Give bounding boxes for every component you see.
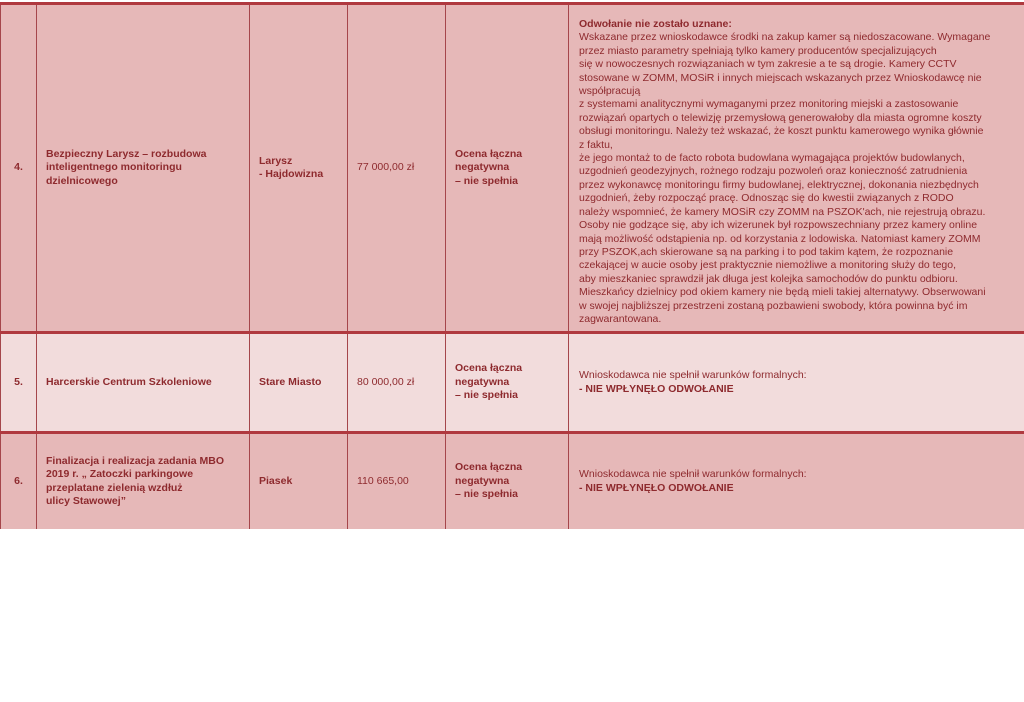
project-title-line: inteligentnego monitoringu: [46, 161, 182, 174]
district: [250, 434, 348, 529]
assessment: [446, 5, 569, 331]
project-title-line: 2019 r. „ Zatoczki parkingowe: [46, 468, 194, 481]
remarks-line: obsługi monitoringu. Należy też wskazać, że koszt punktu kamerowego wynika głównie: [579, 125, 984, 138]
remarks-line: mają możliwość odstąpienia np. od korzystania z lodowiska. Natomiast kamery ZOMM: [579, 232, 981, 245]
assessment-line: – nie spełnia: [455, 174, 519, 187]
district-line: Larysz: [259, 154, 293, 167]
row-number: 5.: [0, 334, 37, 431]
row-number: 6.: [0, 434, 37, 529]
remarks-line: się w nowoczesnych rozwiązaniach w tym zakresie a te są drogie. Kamery CCTV: [579, 58, 957, 71]
project-title: [37, 434, 250, 529]
remarks: [569, 5, 1024, 331]
amount: 110 665,00: [348, 434, 446, 529]
remarks-line: rozwiązań opartych o telewizję przemysłową generowałoby dla miasta ogromne koszty: [579, 111, 982, 124]
table-row: [0, 431, 1024, 529]
remarks-line: należy wspomnieć, że kamery MOSiR czy ZOMM na PSZOK'ach, nie rejestrują obrazu.: [579, 205, 986, 218]
project-title-line: Finalizacja i realizacja zadania MBO: [46, 454, 224, 467]
assessment-line: – nie spełnia: [455, 389, 519, 402]
remarks-line: zagwarantowana.: [579, 312, 662, 325]
remarks-line: Osoby nie godzące się, aby ich wizerunek był rozpowszechniany przez kamery online: [579, 219, 978, 232]
remarks-line: czekającej w aucie osoby jest praktycznie niemożliwe a monitoring służy do tego,: [579, 259, 957, 272]
remarks-line: uzgodnień, żeby rozpocząć pracę. Odnosząc się do kwestii związanych z RODO: [579, 192, 954, 205]
remarks-line: Wskazane przez wnioskodawce środki na zakup kamer są niedoszacowane. Wymagane: [579, 31, 991, 44]
district: [250, 5, 348, 331]
remarks-line: Wnioskodawca nie spełnił warunków formalnych:: [579, 468, 807, 481]
remarks-line: aby mieszkaniec sprawdził jak długa jest kolejka samochodów do punktu odbioru.: [579, 272, 958, 285]
remarks-line: stosowane w ZOMM, MOSiR i innych miejscach wskazanych przez Wnioskodawcę nie: [579, 71, 982, 84]
district-line: - Hajdowizna: [259, 168, 324, 180]
assessment-line: Ocena łączna: [455, 461, 523, 474]
assessment-line: Ocena łączna: [455, 362, 523, 375]
remarks-line: przez wykonawcę monitoringu firmy budowlanej, elektrycznej, dokonania niezbędnych: [579, 178, 979, 191]
table-row: [0, 331, 1024, 431]
remarks-line: Mieszkańcy dzielnicy pod okiem kamery nie będą mieli takiej alternatywy. Obserwowani: [579, 286, 986, 299]
remarks-line: że jego montaż to de facto robota budowlana wymagająca projektów budowlanych,: [579, 152, 965, 165]
remarks-heading: Odwołanie nie zostało uznane:: [579, 18, 732, 30]
assessment: [446, 334, 569, 431]
remarks-line: Wnioskodawca nie spełnił warunków formalnych:: [579, 369, 807, 382]
project-title-line: Harcerskie Centrum Szkoleniowe: [46, 375, 212, 388]
assessment-line: negatywna: [455, 375, 510, 388]
project-title-line: ulicy Stawowej”: [46, 494, 126, 507]
district: [250, 334, 348, 431]
remarks-line: uzgodnień geodezyjnych, rożnego rodzaju pozwoleń oraz konieczność zatrudnienia: [579, 165, 968, 178]
project-title-line: przeplatane zielenią wzdłuż: [46, 481, 183, 494]
remarks: [569, 434, 1024, 529]
assessment: [446, 434, 569, 529]
remarks-line: z systemami analitycznymi wymaganymi przez monitoring miejski a zastosowanie: [579, 98, 959, 111]
remarks-line: - NIE WPŁYNĘŁO ODWOŁANIE: [579, 481, 734, 494]
amount: 80 000,00 zł: [348, 334, 446, 431]
remarks-line: przez miasto parametry spełniają tylko kamery producentów specjalizujących: [579, 44, 937, 57]
assessment-line: negatywna: [455, 474, 510, 487]
remarks: [569, 334, 1024, 431]
row-number: 4.: [0, 5, 37, 331]
assessment-line: – nie spełnia: [455, 488, 519, 501]
remarks-line: współpracują: [579, 85, 641, 98]
assessment-line: negatywna: [455, 161, 510, 174]
assessment-line: Ocena łączna: [455, 147, 523, 160]
district-line: Piasek: [259, 474, 293, 487]
remarks-line: - NIE WPŁYNĘŁO ODWOŁANIE: [579, 382, 734, 395]
district-line: Stare Miasto: [259, 375, 322, 388]
remarks-line: z faktu,: [579, 138, 613, 151]
project-title: [37, 5, 250, 331]
table-row: [0, 2, 1024, 331]
amount: 77 000,00 zł: [348, 5, 446, 331]
project-title-line: Bezpieczny Larysz – rozbudowa: [46, 147, 207, 160]
remarks-line: w swojej najbliższej przestrzeni zostaną pozbawieni swobody, która powinna być im: [579, 299, 968, 312]
remarks-line: przy PSZOK,ach skierowane są na parking i to pod takim kątem, że rozpoznanie: [579, 245, 954, 258]
project-title: [37, 334, 250, 431]
project-title-line: dzielnicowego: [46, 174, 118, 187]
